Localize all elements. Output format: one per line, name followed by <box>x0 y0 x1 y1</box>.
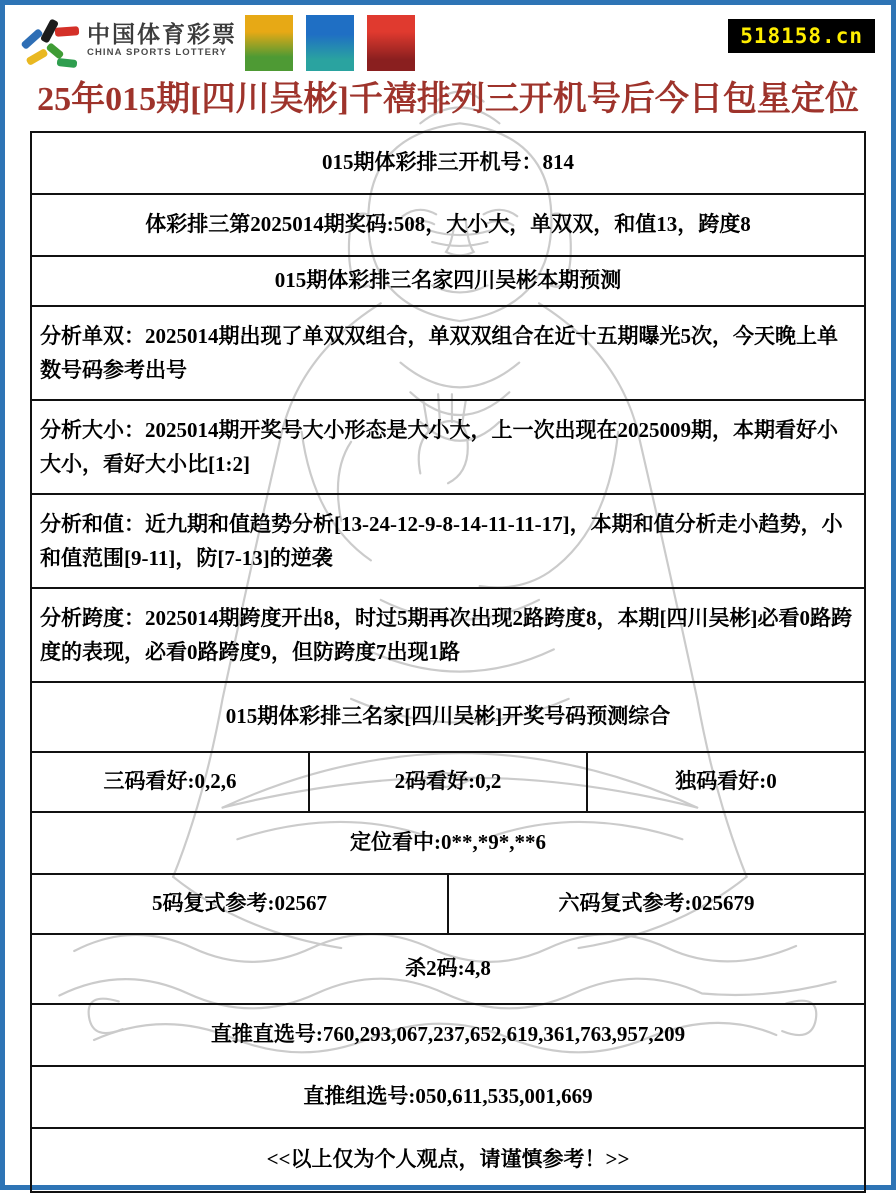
brand-char-pai <box>245 15 293 71</box>
logo-bar-red <box>55 26 80 37</box>
row-text: 杀2码:4,8 <box>405 956 491 981</box>
row-disclaimer <box>32 1129 864 1191</box>
page-header <box>5 5 891 77</box>
pailie3-brand-logo <box>245 15 415 71</box>
row-text: 体彩排三第2025014期奖码:508，大小大，单双双，和值13，跨度8 <box>145 212 751 237</box>
logo-bar-yellow <box>25 48 48 66</box>
prediction-table <box>30 131 866 1193</box>
row-analysis-span <box>32 589 864 683</box>
lottery-name-cn: 中国体育彩票 <box>87 21 237 47</box>
row-text: 直推组选号:050,611,535,001,669 <box>303 1084 593 1109</box>
cell-text: 六码复式参考:025679 <box>558 891 755 916</box>
page-title: 25年015期[四川吴彬]千禧排列三开机号后今日包星定位 <box>37 81 859 118</box>
cell-three-code-pick <box>32 753 310 811</box>
brand-char-lie <box>306 15 354 71</box>
row-text: 015期体彩排三开机号：814 <box>322 150 574 175</box>
row-text: 定位看中:0**,*9*,**6 <box>350 830 546 855</box>
row-expert-forecast-title <box>32 257 864 307</box>
cell-text: 2码看好:0,2 <box>394 769 502 794</box>
row-forecast-summary-header <box>32 683 864 753</box>
row-text: 直推直选号:760,293,067,237,652,619,361,763,957,209 <box>210 1022 686 1047</box>
row-direct-picks <box>32 1005 864 1067</box>
row-text: 分析和值：近九期和值趋势分析[13-24-12-9-8-14-11-11-17]，本期和值分析走小趋势，小和值范围[9-11]，防[7-13]的逆袭 <box>40 512 843 571</box>
cell-text: 独码看好:0 <box>675 769 777 794</box>
china-sports-lottery-logo-icon <box>19 15 79 71</box>
lottery-name-en: CHINA SPORTS LOTTERY <box>87 47 228 58</box>
row-group-picks <box>32 1067 864 1129</box>
row-text: 分析单双：2025014期出现了单双双组合，单双双组合在近十五期曝光5次，今天晚上单数号码参考出号 <box>40 324 838 383</box>
row-text: <<以上仅为个人观点，请谨慎参考！>> <box>266 1147 630 1172</box>
cell-two-code-pick <box>310 753 588 811</box>
row-analysis-sum-value <box>32 495 864 589</box>
cell-single-code-pick <box>588 753 864 811</box>
logo-bar-green <box>46 42 65 60</box>
cell-five-code-fushi <box>32 875 449 933</box>
cell-text: 5码复式参考:02567 <box>152 891 327 916</box>
cell-text: 三码看好:0,2,6 <box>103 769 237 794</box>
row-text: 分析大小：2025014期开奖号大小形态是大小大，上一次出现在2025009期，本期看好小大小，看好大小比[1:2] <box>40 418 838 477</box>
row-analysis-odd-even <box>32 307 864 401</box>
site-url-badge: 518158.cn <box>728 19 875 53</box>
row-text: 分析跨度：2025014期跨度开出8，时过5期再次出现2路跨度8，本期[四川吴彬]必看0路跨度的表现，必看0路跨度9，但防跨度7出现1路 <box>40 606 852 665</box>
row-analysis-big-small <box>32 401 864 495</box>
row-kill-codes <box>32 935 864 1005</box>
cell-six-code-fushi <box>449 875 864 933</box>
lottery-logo-text <box>87 15 237 59</box>
row-last-draw-result <box>32 195 864 257</box>
brand-char-san <box>367 15 415 71</box>
row-opening-number <box>32 133 864 195</box>
row-fushi-picks <box>32 875 864 935</box>
row-position-pick <box>32 813 864 875</box>
logo-bar-green2 <box>57 58 78 68</box>
row-text: 015期体彩排三名家[四川吴彬]开奖号码预测综合 <box>225 704 671 729</box>
row-text: 015期体彩排三名家四川吴彬本期预测 <box>274 268 622 293</box>
row-code-picks <box>32 753 864 813</box>
